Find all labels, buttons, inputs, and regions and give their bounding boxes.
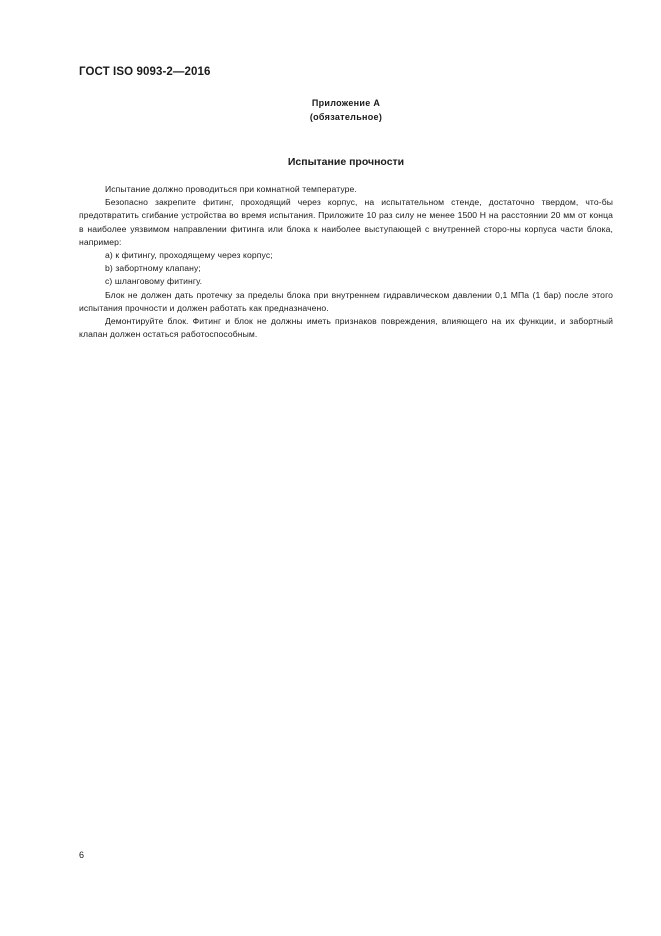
paragraph-fixing: Безопасно закрепите фитинг, проходящий через корпус, на испытательном стенде, достаточно твердом, что-бы предотвратить сгибание устройства во время испытания. Приложите 10 раз силу не менее 1500 Н на расстоянии 20 мм от конца в наиболее уязвимом направлении фитинга или блока к наиболее выступающей с внутренней сторо-ны корпуса части блока, например: (79, 197, 613, 247)
section-title: Испытание прочности (287, 156, 405, 168)
page-number: 6 (79, 850, 85, 860)
list-item-a: a) к фитингу, проходящему через корпус; (105, 250, 273, 261)
appendix-heading (79, 96, 613, 124)
appendix-status: (обязательное) (309, 112, 383, 122)
list-item-c: c) шланговому фитингу. (105, 276, 203, 287)
standard-designation: ГОСТ ISO 9093-2—2016 (79, 66, 211, 78)
body-text (79, 183, 613, 341)
paragraph-dismantle: Демонтируйте блок. Фитинг и блок не должны иметь признаков повреждения, влияющего на их функции, и забортный клапан должен остаться работоспособным. (79, 316, 613, 340)
paragraph-temperature: Испытание должно проводиться при комнатной температуре. (105, 184, 357, 194)
paragraph-leak: Блок не должен дать протечку за пределы блока при внутреннем гидравлическом давлении 0,1 МПа (1 бар) после этого испытания прочности и должен работать как предназначено. (79, 289, 613, 313)
appendix-title: Приложение А (311, 98, 381, 108)
list-item-b: b) забортному клапану; (105, 263, 201, 274)
